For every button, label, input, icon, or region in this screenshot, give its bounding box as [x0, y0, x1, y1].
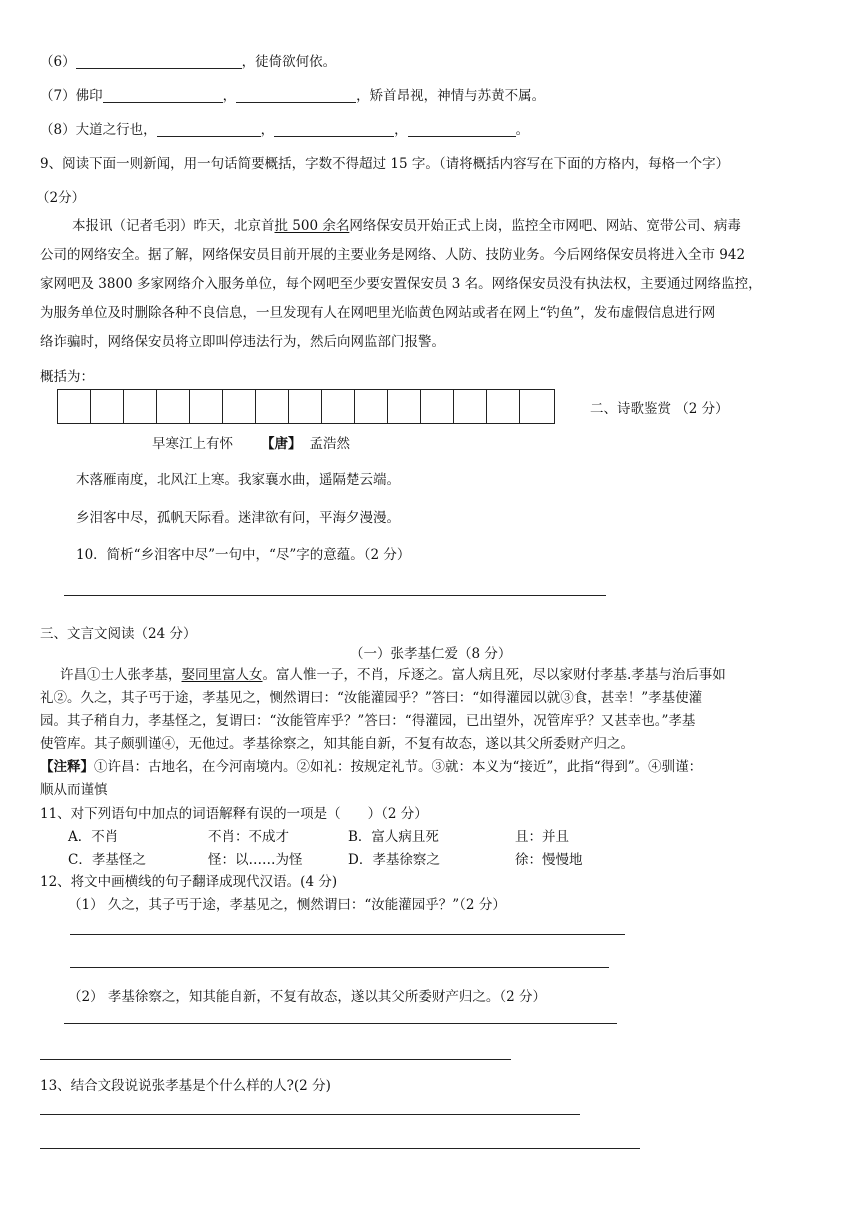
grid-cell[interactable]	[421, 390, 454, 423]
news-passage: 本报讯（记者毛羽）昨天，北京首批 500 余名网络保安员开始正式上岗，监控全市网吧、网站、宽带公司、病毒 公司的网络安全。据了解，网络保安员目前开展的主要业务是网络、人防、技防业务。今后网络保安员将进入全市 942 家网吧及 3800 多家网络介入服务单位，每个网吧至少要安置保安员 3 名。网络保安员没有执法权，主要通过网络监控， 为服务单位及时删除各种不良信息，一旦发现有人在网吧里光临黄色网站或者在网上“钓鱼”，发布虚假信息进行网 络诈骗时，网络保安员将立即叫停违法行为，然后向网监部门报警。	[40, 218, 762, 350]
section2-heading: 二、诗歌鉴赏 （2 分）	[590, 401, 729, 417]
answer-blank[interactable]	[236, 88, 356, 103]
answer-line[interactable]	[40, 1059, 511, 1060]
poem-line: 乡泪客中尽，孤帆天际看。迷津欲有问，平海夕漫漫。	[76, 510, 400, 526]
answer-blank[interactable]	[76, 54, 242, 69]
grid-cell[interactable]	[91, 390, 124, 423]
summary-label: 概括为：	[40, 369, 94, 385]
q11-prompt: 11、对下列语句中加点的词语解释有误的一项是（ ）（2 分）	[40, 806, 428, 822]
poem-line: 木落雁南度，北风江上寒。我家襄水曲，遥隔楚云端。	[76, 472, 400, 488]
grid-cell[interactable]	[388, 390, 421, 423]
answer-blank[interactable]	[157, 122, 261, 137]
q11-option-d[interactable]: D．孝基徐察之	[348, 852, 440, 868]
grid-cell[interactable]	[157, 390, 190, 423]
poem-title: 早寒江上有怀	[152, 436, 233, 452]
grid-cell[interactable]	[124, 390, 157, 423]
grid-cell[interactable]	[223, 390, 256, 423]
summary-answer-grid[interactable]	[57, 389, 555, 424]
q12-sentence-1: （1） 久之，其子丐于途，孝基见之，恻然谓曰：“汝能灌园乎？”（2 分）	[68, 897, 506, 913]
answer-line[interactable]	[40, 1148, 640, 1149]
answer-line[interactable]	[70, 967, 609, 968]
fill-blank-q6: （6） ，徒倚欲何依。	[40, 54, 337, 70]
poem-header	[152, 432, 350, 452]
grid-cell[interactable]	[58, 390, 91, 423]
q11-option-a[interactable]: A．不肖	[68, 829, 119, 845]
grid-cell[interactable]	[454, 390, 487, 423]
q11-gloss-c: 怪：以……为怪	[208, 852, 303, 868]
q13-prompt: 13、结合文段说说张孝基是个什么样的人?(2 分)	[40, 1078, 331, 1094]
answer-line[interactable]	[64, 595, 606, 596]
grid-cell[interactable]	[256, 390, 289, 423]
q9-score: （2分）	[36, 190, 86, 206]
answer-blank[interactable]	[408, 122, 516, 137]
fill-blank-q8: （8）大道之行也， ， ， 。	[40, 122, 530, 138]
q11-option-b[interactable]: B．富人病且死	[348, 829, 439, 845]
grid-cell[interactable]	[289, 390, 322, 423]
answer-line[interactable]	[40, 1114, 580, 1115]
q11-gloss-b: 且：并且	[515, 829, 569, 845]
grid-cell[interactable]	[322, 390, 355, 423]
classical-passage: 许昌①士人张孝基，娶同里富人女。富人惟一子，不肖，斥逐之。富人病且死，尽以家财付孝基.孝基与治后事如 礼②。久之，其子丐于途，孝基见之，恻然谓曰：“汝能灌园乎？”答曰：“如得灌园以就③食，甚幸！”孝基使灌 园。其子稍自力，孝基怪之，复谓曰：“汝能管库乎？”答曰：“得灌园，已出望外，况管库乎？又甚幸也。”孝基 使管库。其子颇驯谨④，无他过。孝基徐察之，知其能自新，不复有故态，遂以其父所委财产归之。 【注释】①许昌：古地名，在今河南境内。②如礼：按规定礼节。③就：本义为“接近”，此指“得到”。④驯谨： 顺从而谨慎	[40, 667, 726, 798]
answer-blank[interactable]	[103, 88, 223, 103]
q12-sentence-2: （2） 孝基徐察之，知其能自新，不复有故态，遂以其父所委财产归之。（2 分）	[68, 989, 547, 1005]
section3-subheading: （一）张孝基仁爱（8 分）	[350, 646, 512, 662]
fill-blank-q7: （7）佛印 ， ，矫首昂视，神情与苏黄不属。	[40, 88, 546, 104]
answer-line[interactable]	[64, 1023, 617, 1024]
grid-cell[interactable]	[355, 390, 388, 423]
poem-dynasty: 【唐】	[261, 436, 302, 452]
grid-cell[interactable]	[487, 390, 520, 423]
grid-cell[interactable]	[190, 390, 223, 423]
q12-prompt: 12、将文中画横线的句子翻译成现代汉语。(4 分)	[40, 874, 338, 890]
grid-cell[interactable]	[520, 390, 554, 423]
q9-prompt: 9、阅读下面一则新闻，用一句话简要概括，字数不得超过 15 字。（请将概括内容写在下面的方格内，每格一个字）	[40, 156, 730, 172]
answer-blank[interactable]	[274, 122, 394, 137]
q11-option-c[interactable]: C．孝基怪之	[68, 852, 146, 868]
q11-gloss-d: 徐：慢慢地	[515, 852, 583, 868]
section3-heading: 三、文言文阅读（24 分）	[40, 626, 197, 642]
q11-gloss-a: 不肖：不成才	[208, 829, 289, 845]
note-label: 【注释】	[40, 759, 94, 775]
q10-prompt: 10．简析“乡泪客中尽”一句中，“尽”字的意蕴。（2 分）	[76, 547, 411, 563]
answer-line[interactable]	[70, 934, 625, 935]
poem-author: 孟浩然	[309, 436, 350, 452]
